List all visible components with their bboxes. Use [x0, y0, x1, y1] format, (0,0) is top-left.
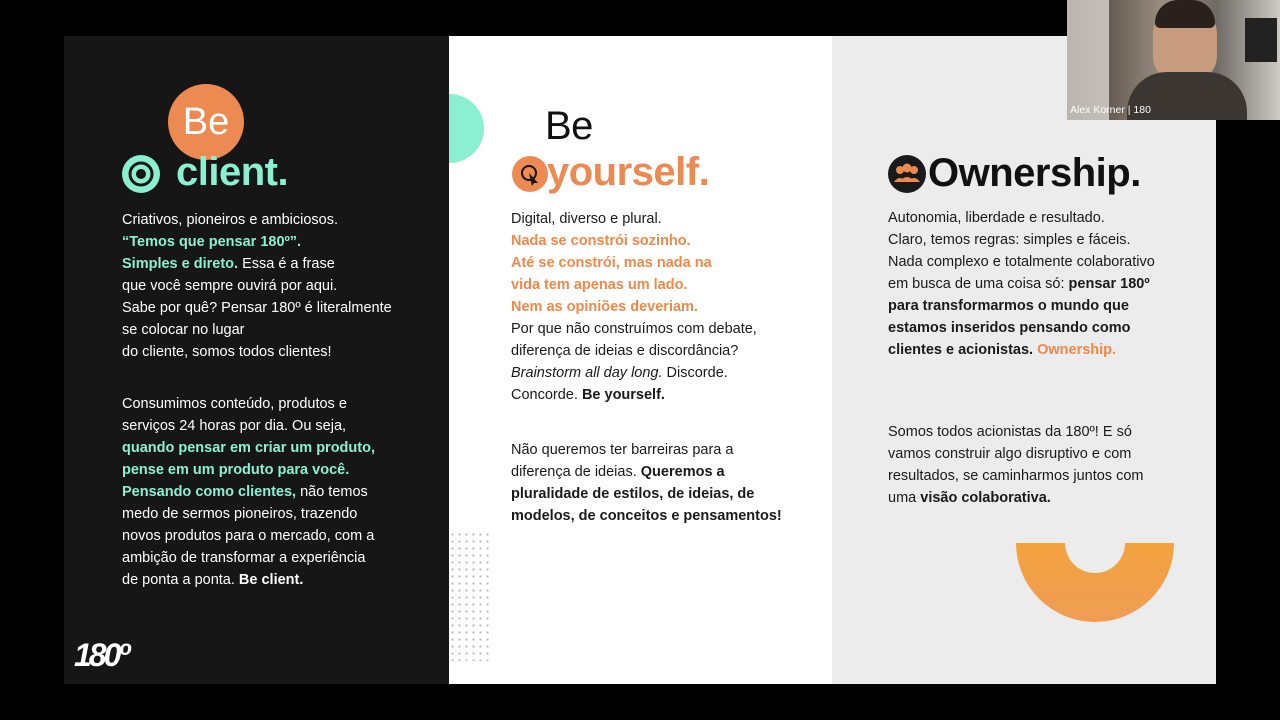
- group-icon: [888, 155, 926, 193]
- text-line: [511, 362, 757, 384]
- webcam-overlay: [1067, 0, 1280, 120]
- text-segment: Sabe por quê? Pensar 180º é literalmente: [122, 300, 392, 316]
- text-line: [511, 318, 757, 340]
- text-line: [122, 569, 375, 591]
- text-segment: Não queremos ter barreiras para a: [511, 442, 734, 458]
- text-line: [122, 275, 392, 297]
- text-segment: ambição de transformar a experiência: [122, 550, 366, 566]
- text-segment: “Temos que pensar 180º”.: [122, 234, 302, 250]
- text-segment: visão colaborativa.: [920, 490, 1051, 506]
- text-segment: diferença de ideias.: [511, 464, 641, 480]
- text-segment: Até se constrói, mas nada na: [511, 255, 712, 271]
- paragraph-2: [888, 421, 1143, 509]
- text-segment: Be client.: [238, 572, 304, 588]
- text-line: [888, 339, 1155, 361]
- text-line: [122, 503, 375, 525]
- text-segment: de ponta a ponta.: [122, 572, 239, 588]
- text-segment: Pensando como clientes,: [122, 484, 297, 500]
- be-badge: Be: [168, 84, 244, 160]
- text-segment: Autonomia, liberdade e resultado.: [888, 210, 1105, 226]
- text-segment: modelos, de conceitos e pensamentos!: [511, 508, 782, 524]
- text-segment: Queremos a: [640, 464, 725, 480]
- text-line: [122, 481, 375, 503]
- target-icon: [122, 155, 160, 193]
- logo-text: 180º: [74, 637, 128, 673]
- text-line: [511, 340, 757, 362]
- paragraph-1: [511, 208, 757, 406]
- text-line: [122, 393, 375, 415]
- text-line: [511, 208, 757, 230]
- text-line: [122, 459, 375, 481]
- mint-half-circle-decoration: [449, 94, 484, 163]
- text-line: [122, 209, 392, 231]
- text-segment: do cliente, somos todos clientes!: [122, 344, 332, 360]
- text-line: [511, 384, 757, 406]
- paragraph-1: [888, 207, 1155, 361]
- text-segment: Claro, temos regras: simples e fáceis.: [888, 232, 1131, 248]
- text-segment: resultados, se caminharmos juntos com: [888, 468, 1144, 484]
- heading-client: client.: [176, 150, 289, 194]
- text-segment: Ownership.: [1037, 342, 1117, 358]
- text-segment: clientes e acionistas.: [888, 342, 1038, 358]
- tv-shape: [1245, 18, 1277, 62]
- text-segment: Nem as opiniões deveriam.: [511, 299, 698, 315]
- text-line: [511, 439, 782, 461]
- text-segment: Digital, diverso e plural.: [511, 211, 662, 227]
- text-line: [888, 443, 1143, 465]
- text-segment: Discorde.: [662, 365, 728, 381]
- text-line: [888, 487, 1143, 509]
- text-segment: quando pensar em criar um produto,: [122, 440, 375, 456]
- text-segment: novos produtos para o mercado, com a: [122, 528, 375, 544]
- text-line: [511, 252, 757, 274]
- text-line: [888, 317, 1155, 339]
- text-line: [122, 253, 392, 275]
- heading-yourself: yourself.: [547, 150, 710, 194]
- text-line: [511, 274, 757, 296]
- column-be-client: [64, 36, 449, 684]
- text-segment: estamos inseridos pensando como: [888, 320, 1131, 336]
- text-segment: Criativos, pioneiros e ambiciosos.: [122, 212, 338, 228]
- text-segment: Nada se constrói sozinho.: [511, 233, 691, 249]
- column-be-yourself: [449, 36, 832, 684]
- window-shape: [1067, 0, 1109, 120]
- text-segment: Por que não construímos com debate,: [511, 321, 757, 337]
- text-line: [122, 341, 392, 363]
- text-line: [888, 251, 1155, 273]
- text-line: [511, 505, 782, 527]
- text-segment: em busca de uma coisa só:: [888, 276, 1069, 292]
- arc-decoration: [1016, 543, 1174, 623]
- text-segment: vamos construir algo disruptivo e com: [888, 446, 1132, 462]
- text-segment: Be yourself.: [581, 387, 665, 403]
- text-segment: Brainstorm all day long.: [511, 365, 663, 381]
- cursor-click-icon: [512, 156, 548, 192]
- paragraph-2: [122, 393, 375, 591]
- text-segment: pense em um produto para você.: [122, 462, 350, 478]
- text-line: [122, 297, 392, 319]
- text-line: [122, 231, 392, 253]
- text-line: [888, 273, 1155, 295]
- text-segment: uma: [888, 490, 921, 506]
- text-segment: para transformarmos o mundo que: [888, 298, 1129, 314]
- text-line: [511, 483, 782, 505]
- paragraph-2: [511, 439, 782, 527]
- text-segment: pensar 180º: [1068, 276, 1150, 292]
- person-hair: [1155, 0, 1215, 28]
- text-segment: se colocar no lugar: [122, 322, 245, 338]
- dot-pattern: [449, 531, 489, 661]
- text-line: [122, 547, 375, 569]
- text-segment: que você sempre ouvirá por aqui.: [122, 278, 338, 294]
- text-segment: Nada complexo e totalmente colaborativo: [888, 254, 1155, 270]
- text-line: [122, 437, 375, 459]
- text-line: [888, 295, 1155, 317]
- text-segment: vida tem apenas um lado.: [511, 277, 688, 293]
- logo-180: [74, 637, 127, 674]
- text-line: [888, 207, 1155, 229]
- text-segment: Consumimos conteúdo, produtos e: [122, 396, 347, 412]
- text-segment: pluralidade de estilos, de ideias, de: [511, 486, 755, 502]
- text-segment: serviços 24 horas por dia. Ou seja,: [122, 418, 347, 434]
- text-line: [511, 296, 757, 318]
- text-segment: medo de sermos pioneiros, trazendo: [122, 506, 358, 522]
- text-line: [122, 415, 375, 437]
- text-line: [888, 421, 1143, 443]
- text-line: [511, 461, 782, 483]
- heading-ownership: Ownership.: [928, 151, 1141, 195]
- column-ownership: [832, 36, 1216, 684]
- text-line: [888, 465, 1143, 487]
- paragraph-1: [122, 209, 392, 363]
- participant-name-label: Alex Korner | 180: [1070, 104, 1151, 116]
- text-line: [888, 229, 1155, 251]
- text-line: [122, 319, 392, 341]
- text-segment: Somos todos acionistas da 180º! E só: [888, 424, 1132, 440]
- text-segment: Essa é a frase: [238, 256, 335, 272]
- text-segment: Concorde.: [511, 387, 582, 403]
- text-segment: diferença de ideias e discordância?: [511, 343, 739, 359]
- heading-be: Be: [545, 104, 593, 148]
- presentation-slide: [64, 36, 1216, 684]
- text-segment: Simples e direto.: [122, 256, 239, 272]
- text-segment: não temos: [296, 484, 368, 500]
- text-line: [511, 230, 757, 252]
- text-line: [122, 525, 375, 547]
